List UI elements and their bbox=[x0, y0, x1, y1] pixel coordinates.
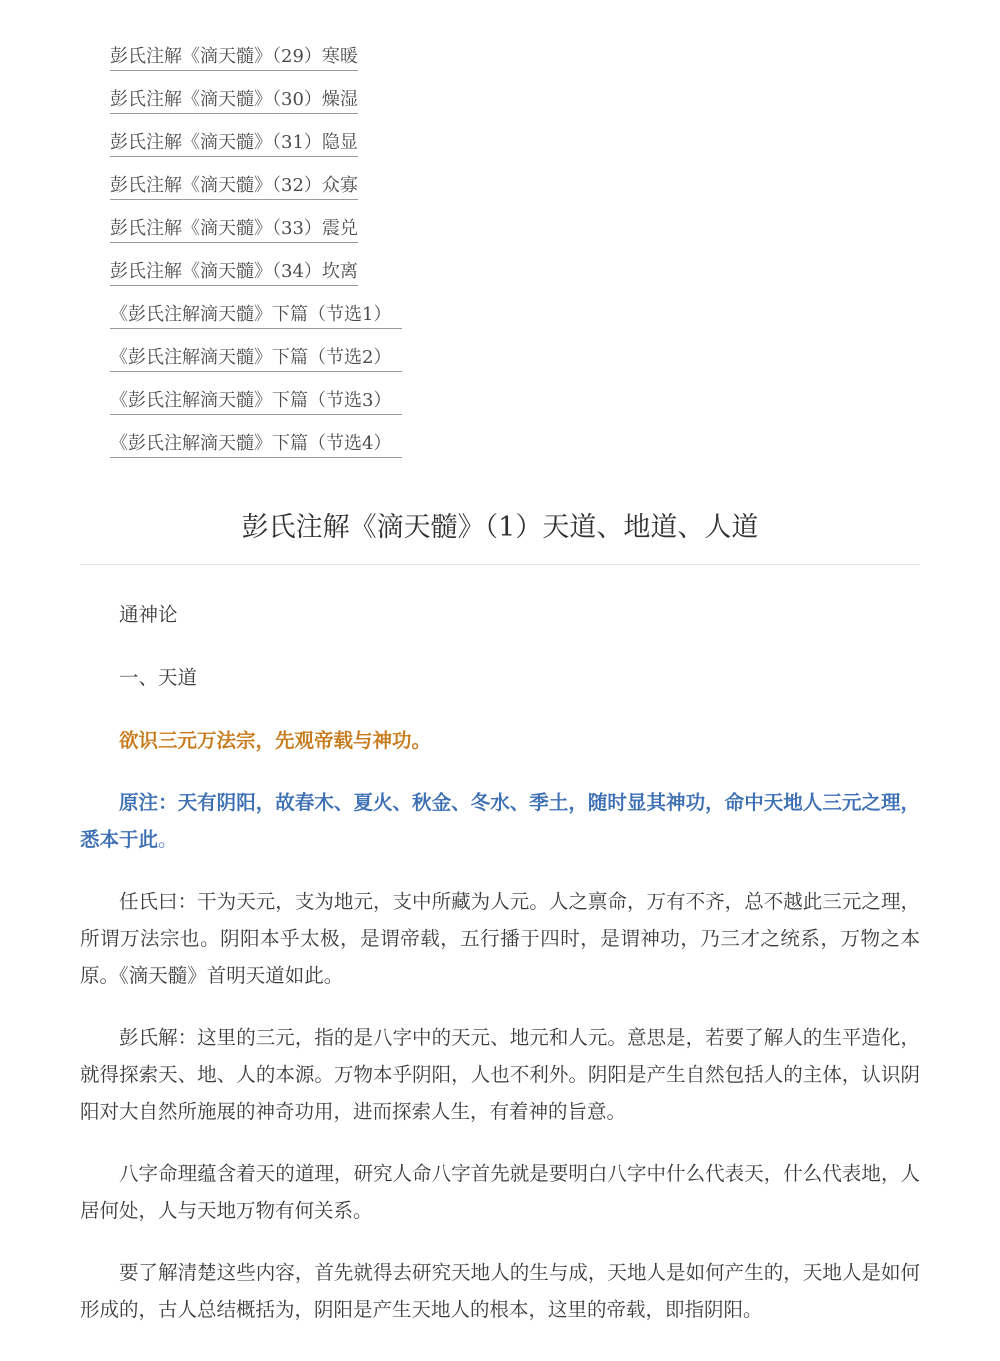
toc-link-30[interactable] bbox=[110, 85, 530, 128]
toc-link-part2-excerpt-4[interactable] bbox=[110, 429, 530, 472]
article-body bbox=[80, 596, 920, 1353]
toc-link-34[interactable] bbox=[110, 257, 530, 300]
understanding-paragraph: 要了解清楚这些内容，首先就得去研究天地人的生与成，天地人是如何产生的，天地人是如何形成的，古人总结概括为，阴阳是产生天地人的根本，这里的帝载，即指阴阳。 bbox=[80, 1261, 920, 1321]
toc-link-label: 《彭氏注解滴天髓》下篇（节选3） bbox=[110, 388, 402, 415]
toc-link-part2-excerpt-1[interactable] bbox=[110, 300, 530, 343]
verse-text: 欲识三元万法宗，先观帝载与神功。 bbox=[119, 729, 432, 752]
toc-link-label: 《彭氏注解滴天髓》下篇（节选2） bbox=[110, 345, 402, 372]
original-note bbox=[80, 784, 920, 858]
original-note-end: 。 bbox=[158, 828, 178, 851]
toc-link-label: 彭氏注解《滴天髓》（30）燥湿 bbox=[110, 87, 358, 114]
toc-link-label: 彭氏注解《滴天髓》（33）震兑 bbox=[110, 216, 358, 243]
subsection-heading: 一、天道 bbox=[119, 666, 198, 689]
toc-link-part2-excerpt-3[interactable] bbox=[110, 386, 530, 429]
section-heading: 通神论 bbox=[119, 603, 178, 626]
original-note-text: 原注：天有阴阳，故春木、夏火、秋金、冬水、季土，随时显其神功，命中天地人三元之理，悉本于此 bbox=[80, 791, 920, 851]
toc-link-29[interactable] bbox=[110, 42, 530, 85]
toc-link-31[interactable] bbox=[110, 128, 530, 171]
ren-commentary: 任氏曰：干为天元，支为地元，支中所藏为人元。人之禀命，万有不齐，总不越此三元之理，所谓万法宗也。阴阳本乎太极，是谓帝载，五行播于四时，是谓神功，乃三才之统系，万物之本原。《滴天髓》首明天道如此。 bbox=[80, 890, 920, 987]
toc-link-label: 彭氏注解《滴天髓》（29）寒暖 bbox=[110, 44, 358, 71]
toc-link-label: 《彭氏注解滴天髓》下篇（节选4） bbox=[110, 431, 402, 458]
article-title: 彭氏注解《滴天髓》（1）天道、地道、人道 bbox=[241, 512, 759, 543]
toc-link-part2-excerpt-2[interactable] bbox=[110, 343, 530, 386]
peng-commentary: 彭氏解：这里的三元，指的是八字中的天元、地元和人元。意思是，若要了解人的生平造化，就得探索天、地、人的本源。万物本乎阴阳，人也不利外。阴阳是产生自然包括人的主体，认识阴阳对大自然所施展的神奇功用，进而探索人生，有着神的旨意。 bbox=[80, 1026, 920, 1123]
toc-link-label: 《彭氏注解滴天髓》下篇（节选1） bbox=[110, 302, 402, 329]
toc-link-label: 彭氏注解《滴天髓》（32）众寡 bbox=[110, 173, 358, 200]
bazi-paragraph: 八字命理蕴含着天的道理，研究人命八字首先就是要明白八字中什么代表天，什么代表地，人居何处，人与天地万物有何关系。 bbox=[80, 1162, 920, 1222]
related-articles-list bbox=[110, 42, 530, 472]
toc-link-label: 彭氏注解《滴天髓》（34）坎离 bbox=[110, 259, 358, 286]
toc-link-label: 彭氏注解《滴天髓》（31）隐显 bbox=[110, 130, 358, 157]
title-divider bbox=[80, 564, 920, 565]
toc-link-32[interactable] bbox=[110, 171, 530, 214]
toc-link-33[interactable] bbox=[110, 214, 530, 257]
